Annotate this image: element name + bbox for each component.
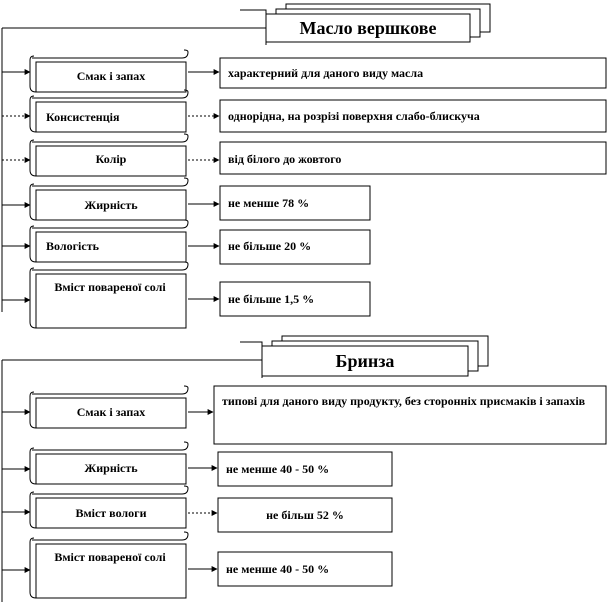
s2-row1-value: типові для даного виду продукту, без сторонніх присмаків і запахів (222, 394, 586, 408)
s1-arrows-out (188, 72, 219, 299)
s2-row3-label: Вміст вологи (75, 506, 147, 520)
s2-row4-label: Вміст повареної солі (54, 550, 166, 564)
s1-row5-label: Вологість (46, 239, 99, 253)
s1-arrows-in (2, 72, 30, 300)
s2-row4-label-box (30, 532, 188, 598)
s2-row3-value: не більш 52 % (266, 508, 344, 522)
s2-row2-label: Жирність (84, 461, 138, 475)
s1-row5-value: не більше 20 % (228, 239, 312, 253)
s1-row3-value: від білого до жовтого (228, 152, 342, 166)
s1-row2-label: Консистенція (46, 110, 120, 124)
s2-row2-value: не менше 40 - 50 % (226, 462, 330, 476)
section-2-title: Бринза (335, 351, 395, 371)
s1-row6-label-box (30, 262, 188, 328)
s1-row3-label: Колір (95, 152, 127, 166)
s1-row6-label: Вміст повареної солі (54, 280, 166, 294)
s1-row1-value: характерний для даного виду масла (228, 66, 424, 80)
s1-row2-value: однорідна, на розрізі поверхня слабо-блискуча (228, 109, 480, 123)
s1-row4-label: Жирність (84, 198, 138, 212)
s1-row4-value: не менше 78 % (228, 196, 310, 210)
s2-row1-label: Смак і запах (76, 405, 146, 419)
s1-row1-label: Смак і запах (76, 69, 146, 83)
s2-row4-value: не менше 40 - 50 % (226, 562, 330, 576)
s1-row6-value: не більше 1,5 % (228, 292, 315, 306)
s2-arrows-in (2, 412, 30, 570)
s2-arrows-out (188, 412, 217, 569)
section-1-title: Масло вершкове (299, 18, 437, 38)
